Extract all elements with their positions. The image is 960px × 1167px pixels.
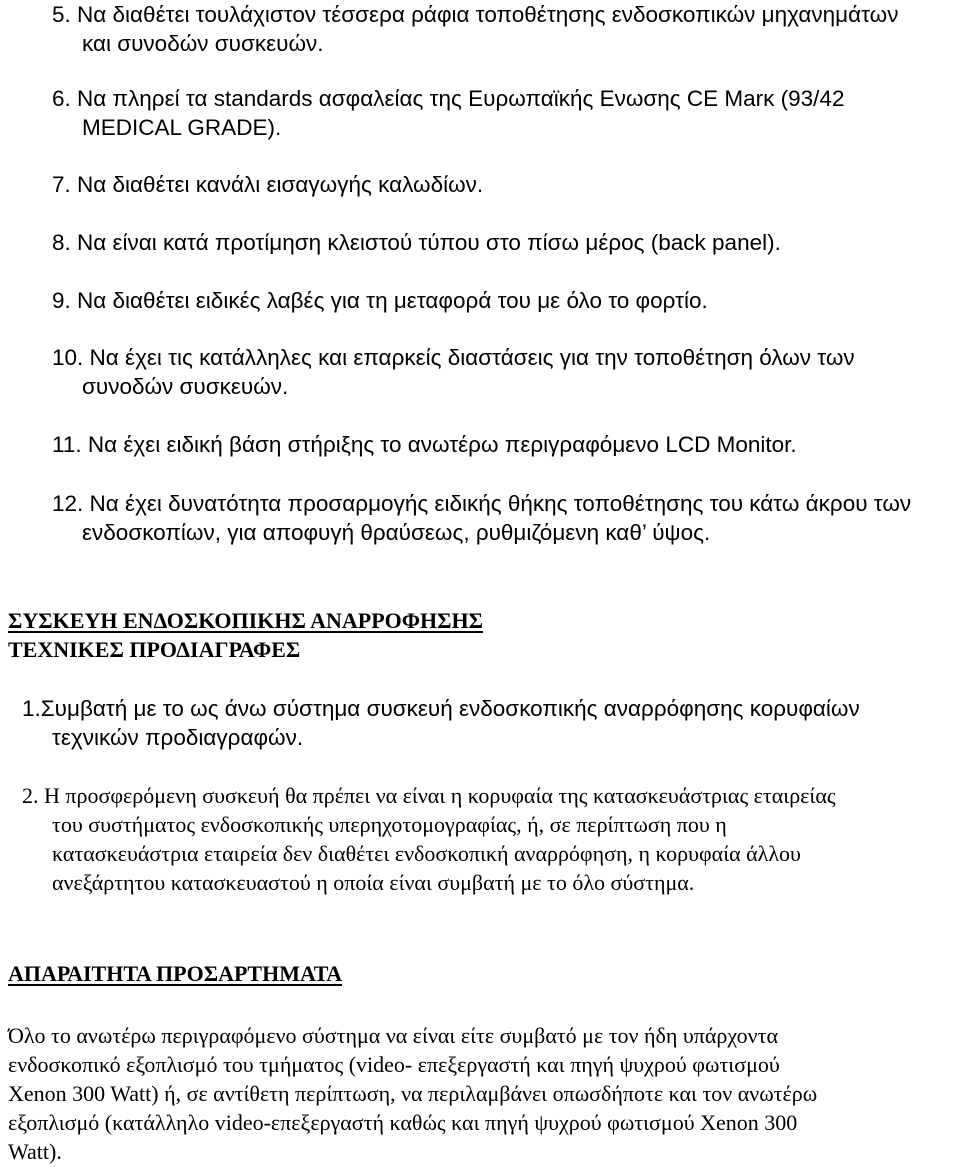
list-item-9 bbox=[52, 286, 952, 315]
accessories-paragraph bbox=[8, 1021, 954, 1166]
list-item-line: 11. Να έχει ειδική βάση στήριξης το ανωτέρω περιγραφόμενο LCD Monitor. bbox=[52, 432, 797, 457]
list-item-line: ενδοσκοπίων, για αποφυγή θραύσεως, ρυθμιζόμενη καθ’ ύψος. bbox=[82, 520, 711, 545]
list-item-8 bbox=[52, 228, 952, 257]
list-item-10 bbox=[52, 343, 952, 401]
spec-item-line: 2. Η προσφερόμενη συσκευή θα πρέπει να είναι η κορυφαία της κατασκευάστριας εταιρείας bbox=[22, 783, 836, 808]
list-item-line: συνοδών συσκευών. bbox=[82, 374, 289, 399]
list-item-7 bbox=[52, 170, 952, 199]
list-item-line: 6. Να πληρεί τα standards ασφαλείας της Ευρωπαϊκής Ενωσης CE Marκ (93/42 bbox=[52, 86, 845, 111]
spec-item-line: 1.Συμβατή με το ως άνω σύστημα συσκευή ενδοσκοπικής αναρρόφησης κορυφαίων bbox=[22, 696, 860, 721]
list-item-line: MEDICAL GRADE). bbox=[82, 115, 282, 140]
list-item-12 bbox=[52, 489, 952, 547]
spec-item-1 bbox=[22, 694, 952, 752]
paragraph-line: ενδοσκοπικό εξοπλισμό του τμήματος (video- επεξεργαστή και πηγή ψυχρού φωτισμού bbox=[8, 1052, 780, 1077]
list-item-line: 9. Να διαθέτει ειδικές λαβές για τη μεταφορά του με όλο το φορτίο. bbox=[52, 288, 708, 313]
spec-item-line: τεχνικών προδιαγραφών. bbox=[52, 725, 304, 750]
list-item-line: 8. Να είναι κατά προτίμηση κλειστού τύπου στο πίσω μέρος (back panel). bbox=[52, 230, 781, 255]
list-item-line: και συνοδών συσκευών. bbox=[82, 31, 324, 56]
paragraph-line: εξοπλισμό (κατάλληλο video-επεξεργαστή καθώς και πηγή ψυχρού φωτισμού Xenon 300 bbox=[8, 1110, 798, 1135]
list-item-line: 12. Να έχει δυνατότητα προσαρμογής ειδικής θήκης τοποθέτησης του κάτω άκρου των bbox=[52, 491, 912, 516]
section-subtitle-tech-specs: ΤΕΧΝΙΚΕΣ ΠΡΟΔΙΑΓΡΑΦΕΣ bbox=[8, 637, 301, 662]
list-item-line: 7. Να διαθέτει κανάλι εισαγωγής καλωδίων. bbox=[52, 172, 484, 197]
list-item-line: 5. Να διαθέτει τουλάχιστον τέσσερα ράφια τοποθέτησης ενδοσκοπικών μηχανημάτων bbox=[52, 2, 899, 27]
list-item-11 bbox=[52, 430, 952, 459]
paragraph-line: Όλο το ανωτέρω περιγραφόμενο σύστημα να είναι είτε συμβατό με τον ήδη υπάρχοντα bbox=[8, 1023, 778, 1048]
paragraph-line: Watt). bbox=[8, 1139, 62, 1164]
spec-item-line: του συστήματος ενδοσκοπικής υπερηχοτομογραφίας, ή, σε περίπτωση που η bbox=[52, 812, 727, 837]
spec-item-line: κατασκευάστρια εταιρεία δεν διαθέτει ενδοσκοπική αναρρόφηση, η κορυφαία άλλου bbox=[52, 841, 801, 866]
list-item-line: 10. Να έχει τις κατάλληλες και επαρκείς διαστάσεις για την τοποθέτηση όλων των bbox=[52, 345, 855, 370]
section-title-endoscopic-suction: ΣΥΣΚΕΥΗ ΕΝΔΟΣΚΟΠΙΚΗΣ ΑΝΑΡΡΟΦΗΣΗΣ bbox=[8, 608, 483, 633]
section-title-required-accessories: ΑΠΑΡΑΙΤΗΤΑ ΠΡΟΣΑΡΤΗΜΑΤΑ bbox=[8, 961, 343, 986]
paragraph-line: Xenon 300 Watt) ή, σε αντίθετη περίπτωση, να περιλαμβάνει οπωσδήποτε και τον ανωτέρω bbox=[8, 1081, 818, 1106]
spec-item-2 bbox=[22, 781, 952, 897]
list-item-5 bbox=[52, 0, 952, 58]
spec-item-line: ανεξάρτητου κατασκευαστού η οποία είναι συμβατή με το όλο σύστημα. bbox=[52, 870, 695, 895]
list-item-6 bbox=[52, 84, 952, 142]
